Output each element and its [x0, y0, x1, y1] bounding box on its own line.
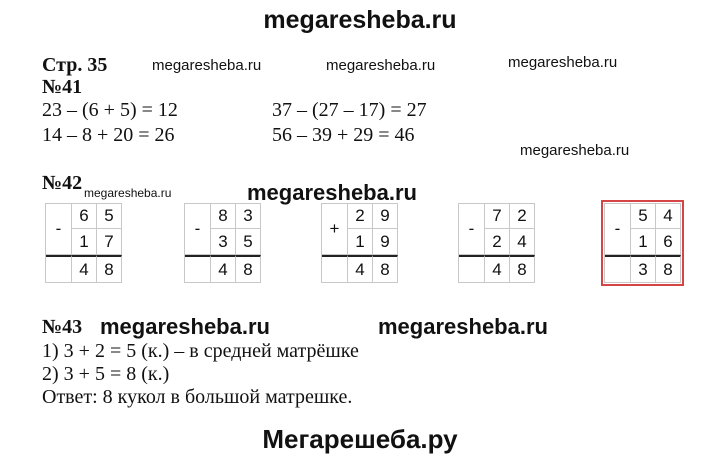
digit: 8	[211, 204, 236, 229]
watermark-top: megaresheba.ru	[263, 6, 457, 34]
empty-cell	[322, 255, 348, 283]
result-digit: 4	[72, 255, 97, 283]
empty-cell	[605, 255, 631, 283]
ex41-line: 37 – (27 – 17) = 27	[272, 99, 427, 121]
watermark-bottom: Мегарешеба.ру	[262, 424, 458, 454]
result-digit: 8	[510, 255, 535, 283]
operation-sign: -	[459, 204, 485, 255]
result-digit: 3	[631, 255, 656, 283]
column-calculation-4	[458, 203, 535, 283]
ex41-line: 56 – 39 + 29 = 46	[272, 124, 415, 146]
ex43-line: 1) 3 + 2 = 5 (к.) – в средней матрёшке	[42, 340, 359, 362]
result-digit: 8	[373, 255, 398, 283]
operation-sign: -	[46, 204, 72, 255]
watermark: megaresheba.ru	[247, 180, 417, 205]
digit: 9	[373, 204, 398, 229]
ex41-line: 14 – 8 + 20 = 26	[42, 124, 175, 146]
digit: 7	[97, 229, 122, 255]
exercise-43-title: №43	[42, 316, 83, 338]
result-digit: 8	[656, 255, 681, 283]
digit: 4	[510, 229, 535, 255]
column-calculation-1	[45, 203, 122, 283]
result-digit: 4	[485, 255, 510, 283]
digit: 2	[348, 204, 373, 229]
column-calculation-5-highlighted	[604, 203, 681, 283]
operation-sign: -	[185, 204, 211, 255]
empty-cell	[459, 255, 485, 283]
operation-sign: -	[605, 204, 631, 255]
watermark: megaresheba.ru	[84, 186, 172, 200]
result-digit: 8	[236, 255, 261, 283]
digit: 3	[236, 204, 261, 229]
digit: 2	[485, 229, 510, 255]
result-digit: 4	[348, 255, 373, 283]
ex41-line: 23 – (6 + 5) = 12	[42, 99, 178, 121]
column-calculation-3	[321, 203, 398, 283]
digit: 6	[72, 204, 97, 229]
digit: 1	[348, 229, 373, 255]
exercise-42-title: №42	[42, 172, 83, 194]
digit: 6	[656, 229, 681, 255]
digit: 5	[236, 229, 261, 255]
empty-cell	[185, 255, 211, 283]
digit: 1	[72, 229, 97, 255]
page-label: Стр. 35	[42, 54, 108, 76]
digit: 1	[631, 229, 656, 255]
operation-sign: +	[322, 204, 348, 255]
result-digit: 8	[97, 255, 122, 283]
ex43-answer: Ответ: 8 кукол в большой матрешке.	[42, 386, 353, 408]
result-digit: 4	[211, 255, 236, 283]
digit: 5	[631, 204, 656, 229]
digit: 5	[97, 204, 122, 229]
digit: 3	[211, 229, 236, 255]
watermark: megaresheba.ru	[520, 142, 630, 159]
empty-cell	[46, 255, 72, 283]
watermark: megaresheba.ru	[152, 57, 262, 74]
watermark: megaresheba.ru	[326, 57, 436, 74]
digit: 7	[485, 204, 510, 229]
digit: 9	[373, 229, 398, 255]
digit: 4	[656, 204, 681, 229]
watermark: megaresheba.ru	[100, 314, 270, 339]
watermark: megaresheba.ru	[508, 54, 618, 71]
digit: 2	[510, 204, 535, 229]
watermark: megaresheba.ru	[378, 314, 548, 339]
ex43-line: 2) 3 + 5 = 8 (к.)	[42, 363, 170, 385]
exercise-41-title: №41	[42, 76, 83, 98]
column-calculation-2	[184, 203, 261, 283]
